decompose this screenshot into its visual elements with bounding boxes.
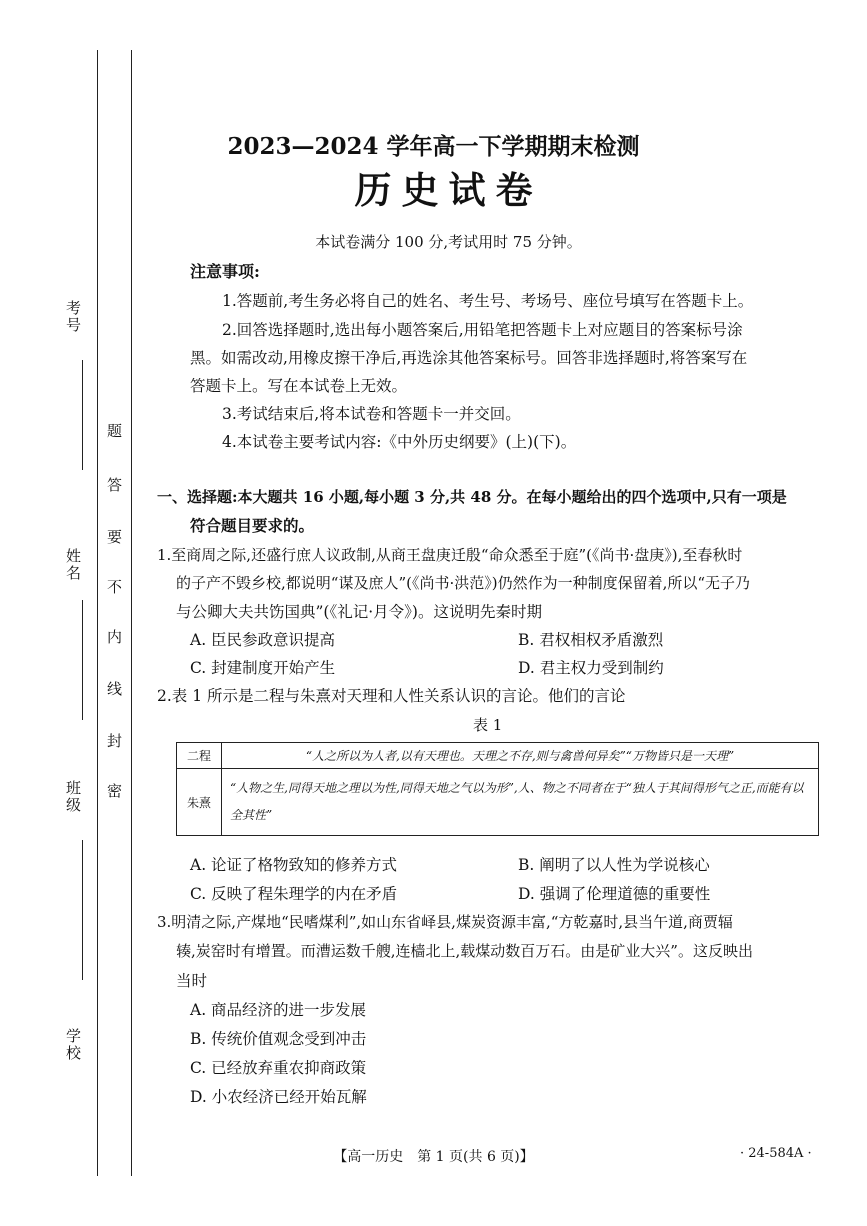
q2-option-a[interactable]: A. 论证了格物致知的修养方式 <box>190 856 398 874</box>
notice-line-5: 3.考试结束后,将本试卷和答题卡一并交回。 <box>222 405 521 423</box>
seal-char-3: 要 <box>107 528 123 546</box>
binding-line-right <box>131 50 132 1176</box>
q1-option-d[interactable]: D. 君主权力受到制约 <box>518 659 664 677</box>
table-cell-who: 朱熹 <box>177 769 222 836</box>
subject-title: 历史试卷 <box>354 168 543 212</box>
q2-option-c[interactable]: C. 反映了程朱理学的内在矛盾 <box>190 885 398 903</box>
q3-stem-line-2: 辏,炭窑时有增置。而漕运数千艘,连樯北上,载煤动数百万石。由是矿业大兴”。这反映出 <box>176 942 753 960</box>
page-footer: 【高一历史 第 1 页(共 6 页)】 <box>333 1149 534 1165</box>
q1-option-b[interactable]: B. 君权相权矛盾激烈 <box>518 631 664 649</box>
q2-table <box>176 742 819 836</box>
seal-char-8: 密 <box>107 782 123 800</box>
q1-stem-line-3: 与公卿大夫共饬国典”(《礼记·月令》)。这说明先秦时期 <box>176 603 542 621</box>
notice-line-6: 4.本试卷主要考试内容:《中外历史纲要》(上)(下)。 <box>222 433 577 451</box>
seal-char-5: 内 <box>107 628 123 646</box>
q2-option-d[interactable]: D. 强调了伦理道德的重要性 <box>518 885 711 903</box>
q3-option-d[interactable]: D. 小农经济已经开始瓦解 <box>190 1088 367 1106</box>
class-label: 班级 <box>64 780 82 814</box>
table-cell-text: “人之所以为人者,以有天理也。天理之不存,则与禽兽何异矣”“万物皆只是一天理” <box>222 743 819 769</box>
table-cell-text: “人物之生,同得天地之理以为性,同得天地之气以为形”,人、物之不同者在于“独人于其间得形气之正,而能有以全其性” <box>222 769 819 836</box>
seal-char-2: 答 <box>107 476 123 494</box>
notice-title: 注意事项: <box>190 262 260 281</box>
table-row <box>177 743 819 769</box>
q3-option-b[interactable]: B. 传统价值观念受到冲击 <box>190 1030 367 1048</box>
q2-option-b[interactable]: B. 阐明了以人性为学说核心 <box>518 856 710 874</box>
q1-stem-line-2: 的子产不毁乡校,都说明“谋及庶人”(《尚书·洪范》)仍然作为一种制度保留着,所以“无子乃 <box>176 574 751 592</box>
q1-option-a[interactable]: A. 臣民参政意识提高 <box>190 631 336 649</box>
name-label: 姓名 <box>64 548 82 582</box>
notice-line-2: 2.回答选择题时,选出每小题答案后,用铅笔把答题卡上对应题目的答案标号涂 <box>222 321 743 339</box>
table-cell-who: 二程 <box>177 743 222 769</box>
class-blank[interactable] <box>82 840 83 980</box>
section-heading-line-1: 一、选择题:本大题共 16 小题,每小题 3 分,共 48 分。在每小题给出的四个选项中,只有一项是 <box>157 488 787 506</box>
school-label: 学校 <box>64 1028 82 1062</box>
seal-char-6: 线 <box>107 680 123 698</box>
q3-option-c[interactable]: C. 已经放弃重农抑商政策 <box>190 1059 367 1077</box>
q3-stem-line-3: 当时 <box>176 972 208 990</box>
name-blank[interactable] <box>82 600 83 720</box>
binding-line-left <box>97 50 98 1176</box>
q1-stem-line-1: 1.至商周之际,还盛行庶人议政制,从商王盘庚迁殷“命众悉至于庭”(《尚书·盘庚》),至春秋时 <box>157 546 743 564</box>
seal-char-7: 封 <box>107 732 123 750</box>
notice-line-4: 答题卡上。写在本试卷上无效。 <box>190 377 408 395</box>
seal-char-1: 题 <box>107 422 123 440</box>
exam-info: 本试卷满分 100 分,考试用时 75 分钟。 <box>315 233 582 251</box>
q2-stem: 2.表 1 所示是二程与朱熹对天理和人性关系认识的言论。他们的言论 <box>157 687 626 705</box>
exam-number-label: 考号 <box>64 300 82 334</box>
notice-line-1: 1.答题前,考生务必将自己的姓名、考生号、考场号、座位号填写在答题卡上。 <box>222 292 754 310</box>
notice-line-3: 黑。如需改动,用橡皮擦干净后,再选涂其他答案标号。回答非选择题时,将答案写在 <box>190 349 748 367</box>
q2-table-title: 表 1 <box>473 716 503 734</box>
seal-char-4: 不 <box>107 578 123 596</box>
section-heading-line-2: 符合题目要求的。 <box>190 516 315 535</box>
paper-code: · 24-584A · <box>740 1146 812 1161</box>
exam-title: 2023—2024 学年高一下学期期末检测 <box>227 133 640 160</box>
table-row <box>177 769 819 836</box>
q3-option-a[interactable]: A. 商品经济的进一步发展 <box>190 1001 367 1019</box>
q3-stem-line-1: 3.明清之际,产煤地“民嗜煤利”,如山东省峄县,煤炭资源丰富,“方乾嘉时,县当午道,商贾辐 <box>157 913 733 931</box>
q1-option-c[interactable]: C. 封建制度开始产生 <box>190 659 336 677</box>
exam-number-blank[interactable] <box>82 360 83 470</box>
